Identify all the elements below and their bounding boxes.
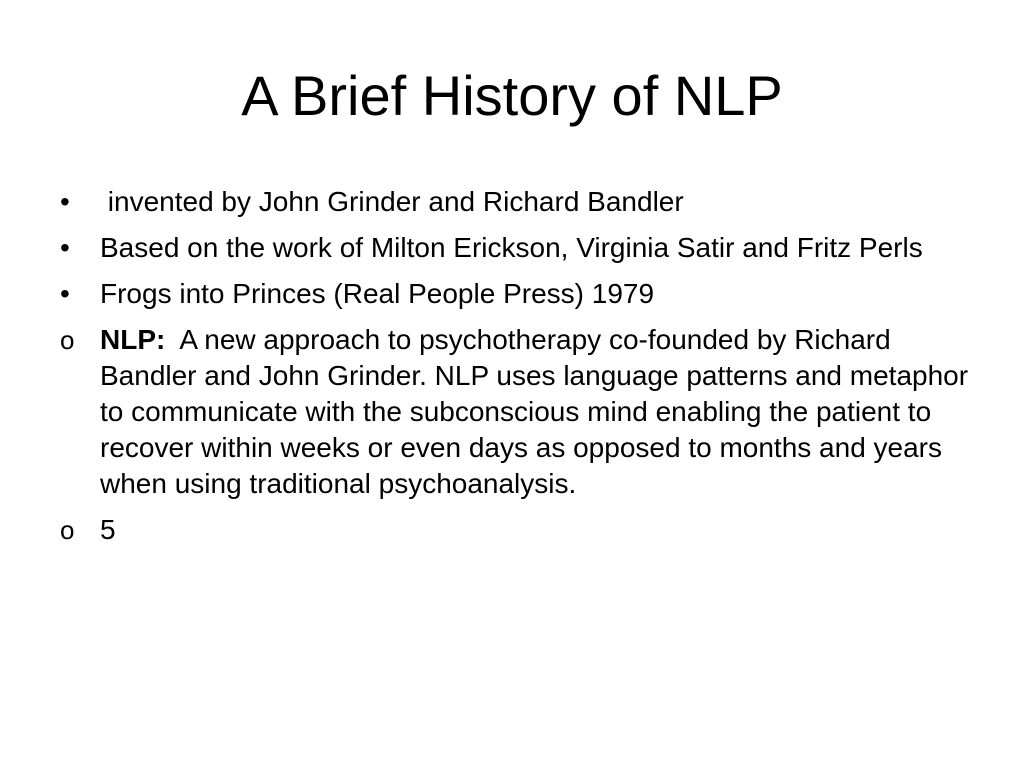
nlp-lead: NLP: <box>100 324 166 355</box>
bullet-circle-icon: o <box>60 515 75 545</box>
bullet-list <box>58 184 978 558</box>
bullet-text: 5 <box>100 514 116 545</box>
bullet-text-nlp <box>100 322 978 502</box>
nlp-description: A new approach to psychotherapy co-founded by Richard Bandler and John Grinder. NLP uses language patterns and metaphor to communicate with the subconscious mind enabling the patient to recover within weeks or even days as opposed to months and years when using traditional psychoanalysis. <box>100 324 976 499</box>
bullet-text: invented by John Grinder and Richard Bandler <box>100 186 684 217</box>
bullet-item <box>58 512 978 548</box>
bullet-dot-icon: • <box>60 278 70 309</box>
slide-title: A Brief History of NLP <box>241 64 783 127</box>
bullet-item <box>58 322 978 502</box>
bullet-dot-icon: • <box>60 232 70 263</box>
bullet-item <box>58 230 978 266</box>
bullet-circle-icon: o <box>60 325 75 355</box>
bullet-text: Frogs into Princes (Real People Press) 1979 <box>100 278 655 309</box>
bullet-item <box>58 184 978 220</box>
bullet-text: Based on the work of Milton Erickson, Virginia Satir and Fritz Perls <box>100 232 923 263</box>
bullet-dot-icon: • <box>60 186 70 217</box>
bullet-item <box>58 276 978 312</box>
